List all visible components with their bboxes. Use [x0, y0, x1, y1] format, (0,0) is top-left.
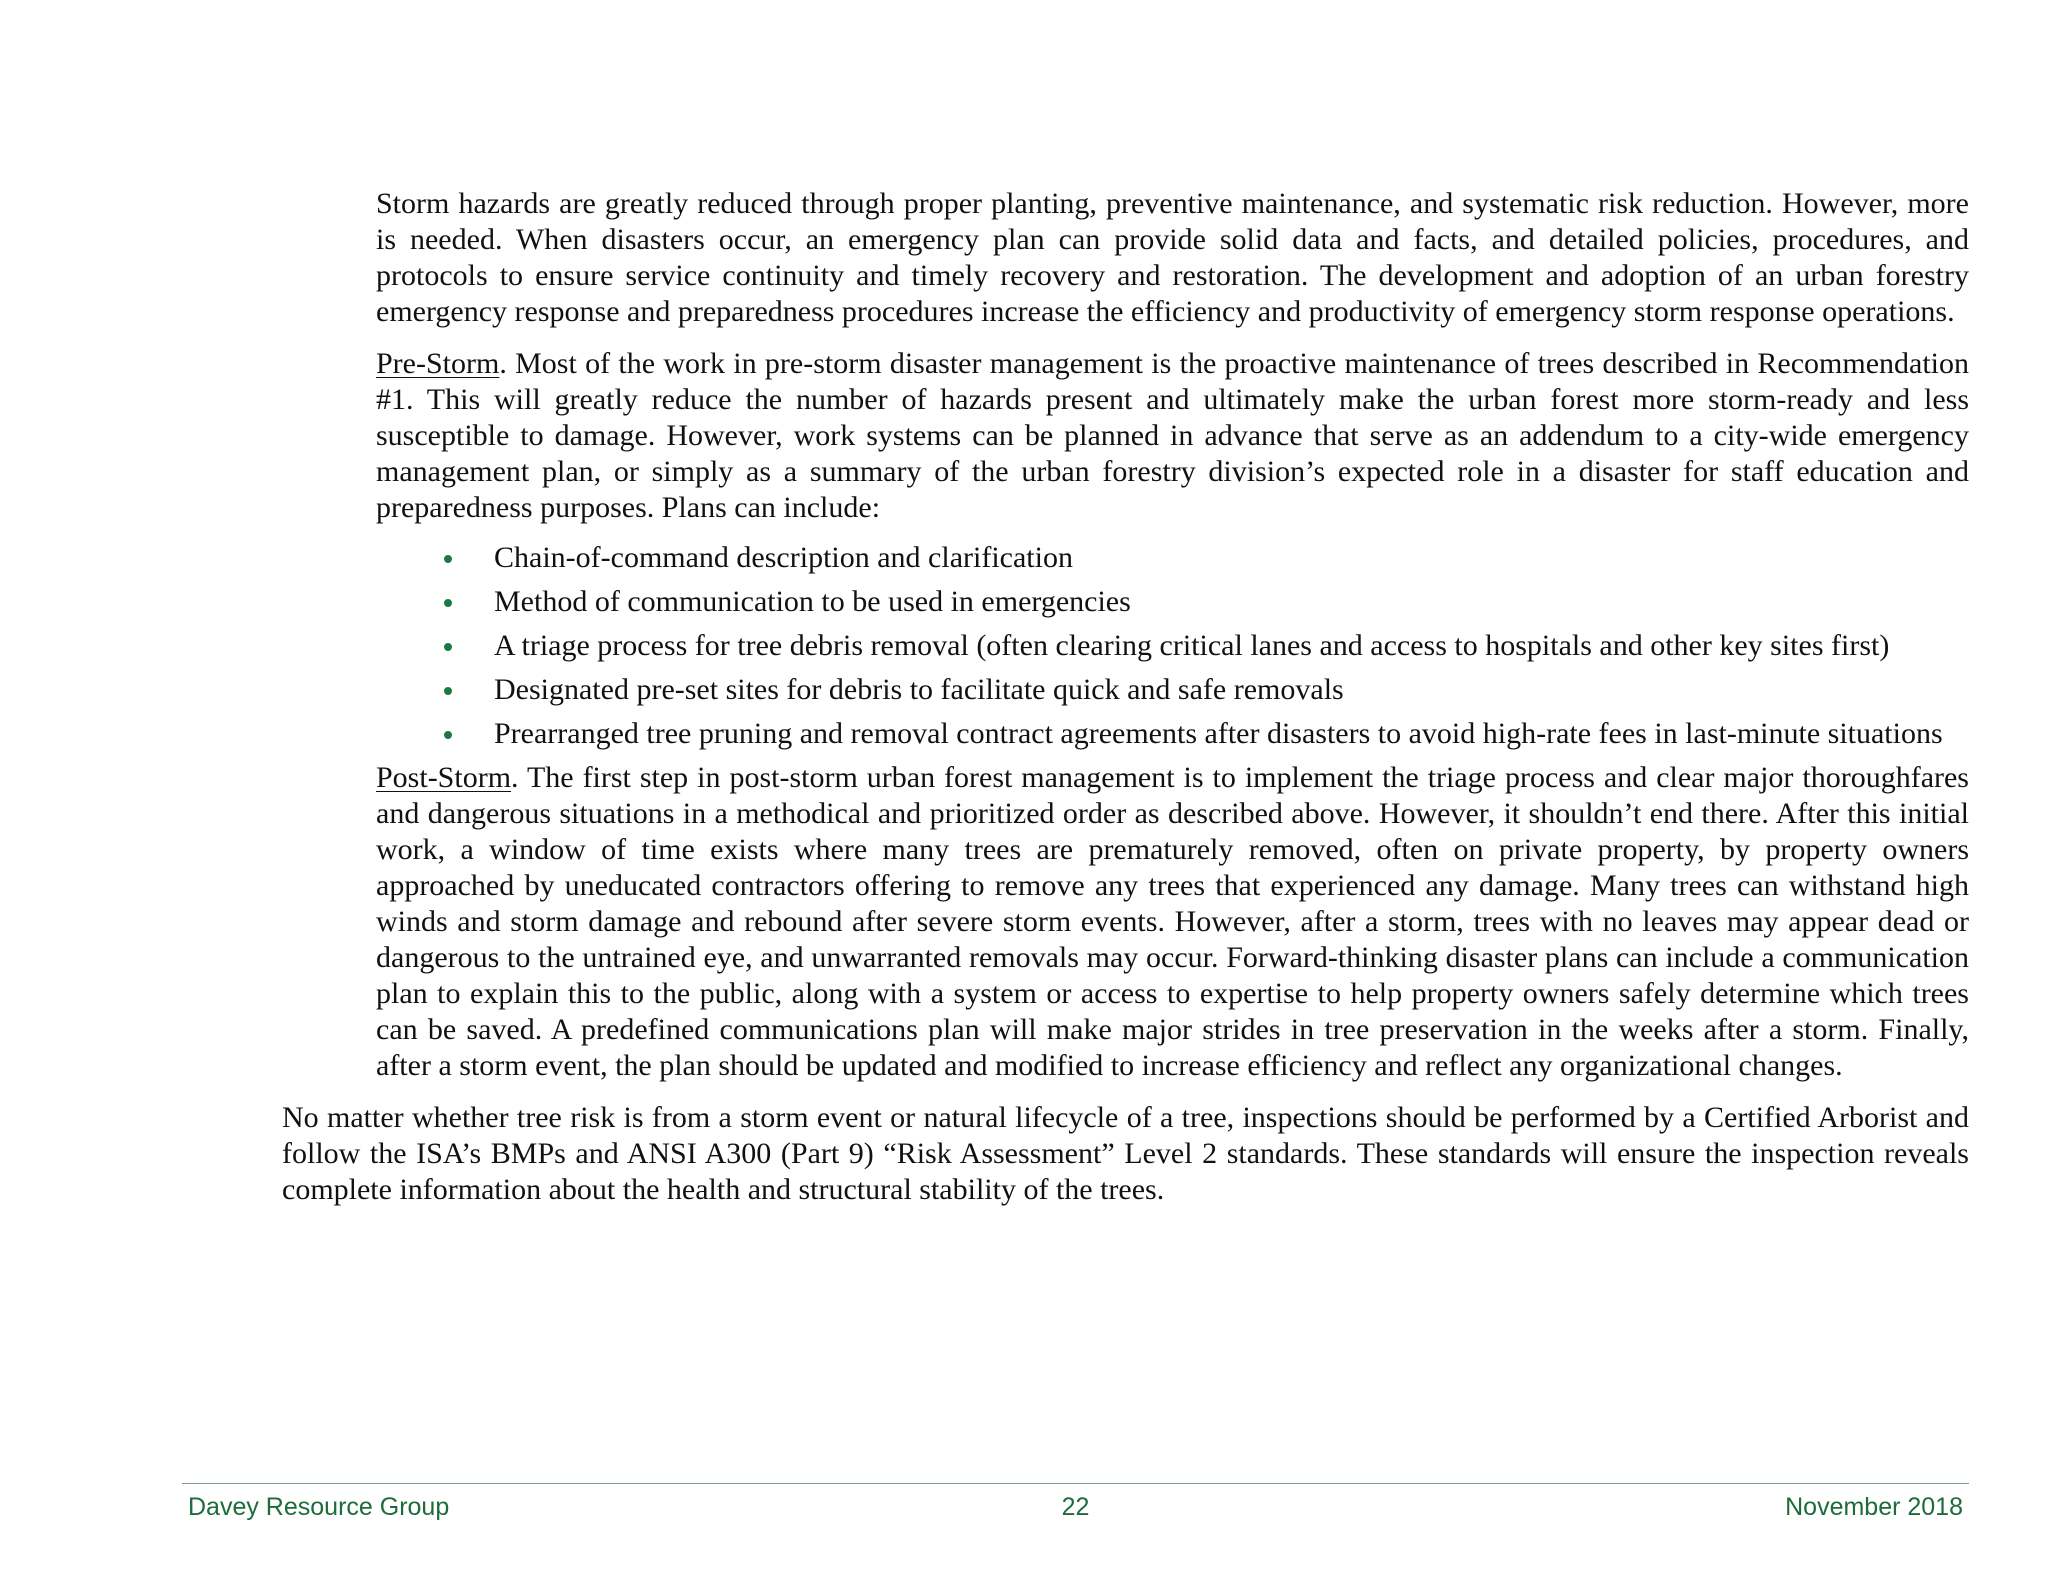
plan-items-list: [376, 540, 1969, 752]
footer-date: November 2018: [1785, 1493, 1963, 1521]
list-item-text: Method of communication to be used in emergencies: [494, 585, 1131, 618]
pre-storm-heading: Pre-Storm: [376, 347, 500, 380]
post-storm-text: . The first step in post-storm urban forest management is to implement the triage process and clear major thoroughfares and dangerous situations in a methodical and prioritized order as described above. However, it shouldn’t end there. After this initial work, a window of time exists where many trees are prematurely removed, often on private property, by property owners approached by uneducated contractors offering to remove any trees that experienced any damage. Many trees can withstand high winds and storm damage and rebound after severe storm events. However, after a storm, trees with no leaves may appear dead or dangerous to the untrained eye, and unwarranted removals may occur. Forward-thinking disaster plans can include a communication plan to explain this to the public, along with a system or access to expertise to help property owners safely determine which trees can be saved. A predefined communications plan will make major strides in tree preservation in the weeks after a storm. Finally, after a storm event, the plan should be updated and modified to increase efficiency and reflect any organizational changes.: [376, 761, 1969, 1082]
pre-storm-paragraph: [376, 346, 1969, 526]
bullet-icon: [444, 555, 452, 563]
list-item: [376, 540, 1969, 576]
indented-section: [376, 186, 1969, 1084]
page-footer: [182, 1483, 1969, 1528]
list-item-text: A triage process for tree debris removal (often clearing critical lanes and access to hospitals and other key sites first): [494, 629, 1890, 662]
bullet-icon: [444, 687, 452, 695]
bullet-icon: [444, 731, 452, 739]
list-item: [376, 716, 1969, 752]
list-item-text: Designated pre-set sites for debris to facilitate quick and safe removals: [494, 673, 1344, 706]
footer-page-number: 22: [1061, 1493, 1090, 1521]
footer-organization: Davey Resource Group: [188, 1493, 450, 1521]
list-item-text: Prearranged tree pruning and removal contract agreements after disasters to avoid high-rate fees in last-minute situations: [494, 717, 1943, 750]
list-item-text: Chain-of-command description and clarification: [494, 541, 1073, 574]
post-storm-paragraph: [376, 760, 1969, 1084]
list-item: [376, 672, 1969, 708]
list-item: [376, 584, 1969, 620]
document-body: [282, 186, 1969, 1208]
list-item: [376, 628, 1969, 664]
bullet-icon: [444, 643, 452, 651]
bullet-icon: [444, 599, 452, 607]
closing-paragraph: No matter whether tree risk is from a storm event or natural lifecycle of a tree, inspections should be performed by a Certified Arborist and follow the ISA’s BMPs and ANSI A300 (Part 9) “Risk Assessment” Level 2 standards. These standards will ensure the inspection reveals complete information about the health and structural stability of the trees.: [282, 1101, 1969, 1206]
intro-paragraph: Storm hazards are greatly reduced through proper planting, preventive maintenance, and systematic risk reduction. However, more is needed. When disasters occur, an emergency plan can provide solid data and facts, and detailed policies, procedures, and protocols to ensure service continuity and timely recovery and restoration. The development and adoption of an urban forestry emergency response and preparedness procedures increase the efficiency and productivity of emergency storm response operations.: [376, 187, 1969, 328]
post-storm-heading: Post-Storm: [376, 761, 512, 794]
pre-storm-text: . Most of the work in pre-storm disaster management is the proactive maintenance of trees described in Recommendation #1. This will greatly reduce the number of hazards present and ultimately make the urban forest more storm-ready and less susceptible to damage. However, work systems can be planned in advance that serve as an addendum to a city-wide emergency management plan, or simply as a summary of the urban forestry division’s expected role in a disaster for staff education and preparedness purposes. Plans can include:: [376, 347, 1969, 524]
